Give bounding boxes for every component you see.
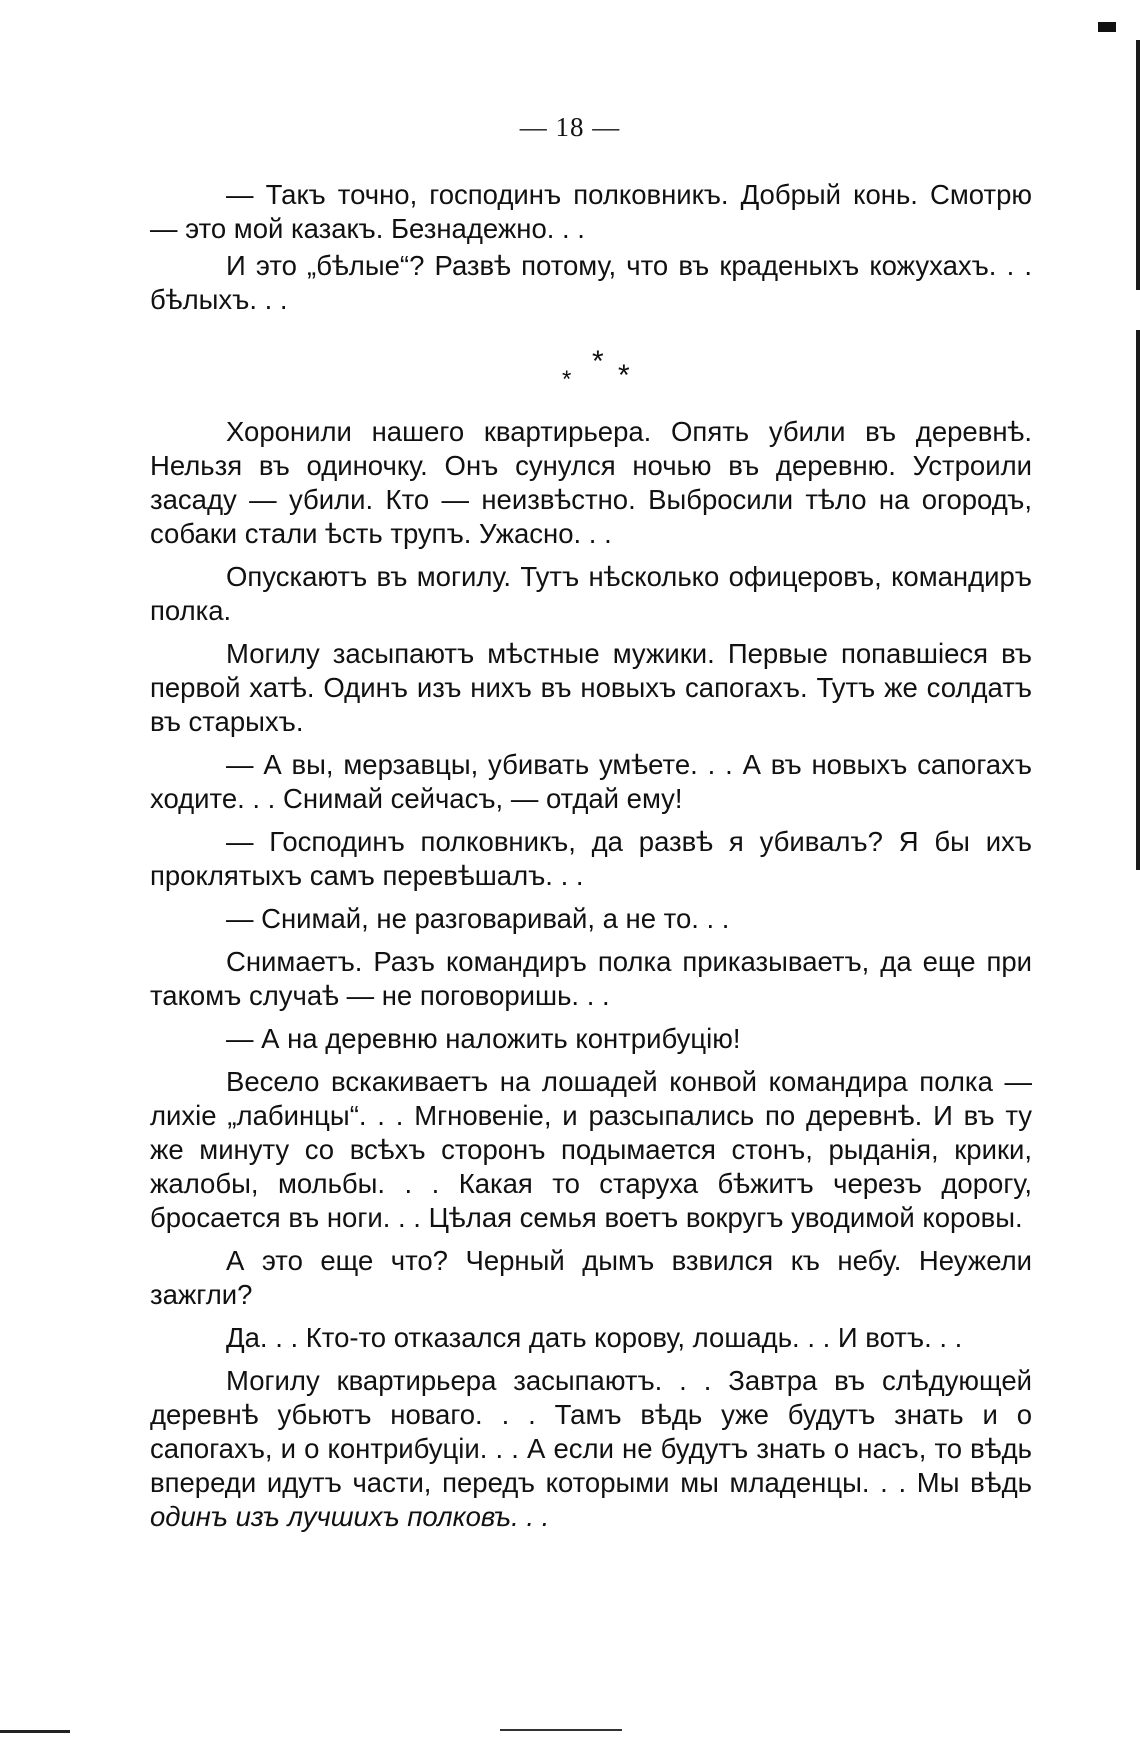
paragraph: А это еще что? Черный дымъ взвился къ небу. Неужели зажгли? — [150, 1245, 1032, 1310]
paragraph: Могилу засыпаютъ мѣстные мужики. Первые попавшіеся въ первой хатѣ. Одинъ изъ нихъ въ новыхъ сапогахъ. Тутъ же солдатъ въ старыхъ. — [150, 638, 1032, 737]
separator-star: * — [618, 359, 630, 392]
paragraph: — А на деревню наложить контрибуцію! — [226, 1023, 741, 1054]
paragraph: Весело вскакиваетъ на лошадей конвой командира полка — лихіе „лабинцы“. . . Мгновеніе, и разсыпались по деревнѣ. И въ ту же минуту со всѣхъ сторонъ подымается стонъ, рыданія, крики, жалобы, мольбы. . . Какая то старуха бѣжитъ черезъ дорогу, бросается въ ноги. . . Цѣлая семья воетъ вокругъ уводимой коровы. — [150, 1066, 1032, 1233]
paragraph: И это „бѣлые“? Развѣ потому, что въ краденыхъ кожухахъ. . . бѣлыхъ. . . — [150, 250, 1032, 315]
paragraph: — Такъ точно, господинъ полковникъ. Добрый конь. Смотрю — это мой казакъ. Безнадежно. . . — [150, 179, 1032, 244]
scan-edge-mark — [1136, 330, 1140, 870]
paragraph-text: Могилу квартирьера засыпаютъ. . . Завтра въ слѣдующей деревнѣ убьютъ новаго. . . Тамъ вѣдь уже будутъ знать и о сапогахъ, и о контрибуціи. . . А если не будутъ знать о насъ, то вѣдь впереди идутъ части, передъ которыми мы младенцы. . . Мы вѣдь — [150, 1365, 1032, 1498]
page-number: — 18 — — [519, 112, 621, 142]
scan-corner-mark — [1098, 22, 1116, 32]
scan-rule — [500, 1729, 622, 1731]
page-body-text — [150, 178, 1032, 1543]
section-separator — [150, 345, 1032, 411]
scan-edge-mark — [1136, 40, 1140, 290]
paragraph: — А вы, мерзавцы, убивать умѣете. . . А въ новыхъ сапогахъ ходите. . . Снимай сейчасъ, — отдай ему! — [150, 749, 1032, 814]
scan-rule — [0, 1730, 70, 1733]
paragraph: Снимаетъ. Разъ командиръ полка приказываетъ, да еще при такомъ случаѣ — не поговоришь. . . — [150, 946, 1032, 1011]
separator-star: * — [562, 366, 572, 393]
separator-star: * — [592, 345, 604, 378]
italic-phrase: одинъ изъ лучшихъ полковъ. . . — [150, 1501, 550, 1532]
paragraph: Опускаютъ въ могилу. Тутъ нѣсколько офицеровъ, командиръ полка. — [150, 561, 1032, 626]
paragraph: Да. . . Кто-то отказался дать корову, лошадь. . . И вотъ. . . — [226, 1322, 963, 1353]
paragraph: Хоронили нашего квартирьера. Опять убили въ деревнѣ. Нельзя въ одиночку. Онъ сунулся ночью въ деревню. Устроили засаду — убили. Кто — неизвѣстно. Выбросили тѣло на огородъ, собаки стали ѣсть трупъ. Ужасно. . . — [150, 416, 1032, 549]
paragraph: — Господинъ полковникъ, да развѣ я убивалъ? Я бы ихъ проклятыхъ самъ перевѣшалъ. . . — [150, 826, 1032, 891]
paragraph: — Снимай, не разговаривай, а не то. . . — [226, 903, 730, 934]
paragraph — [150, 1364, 1032, 1534]
